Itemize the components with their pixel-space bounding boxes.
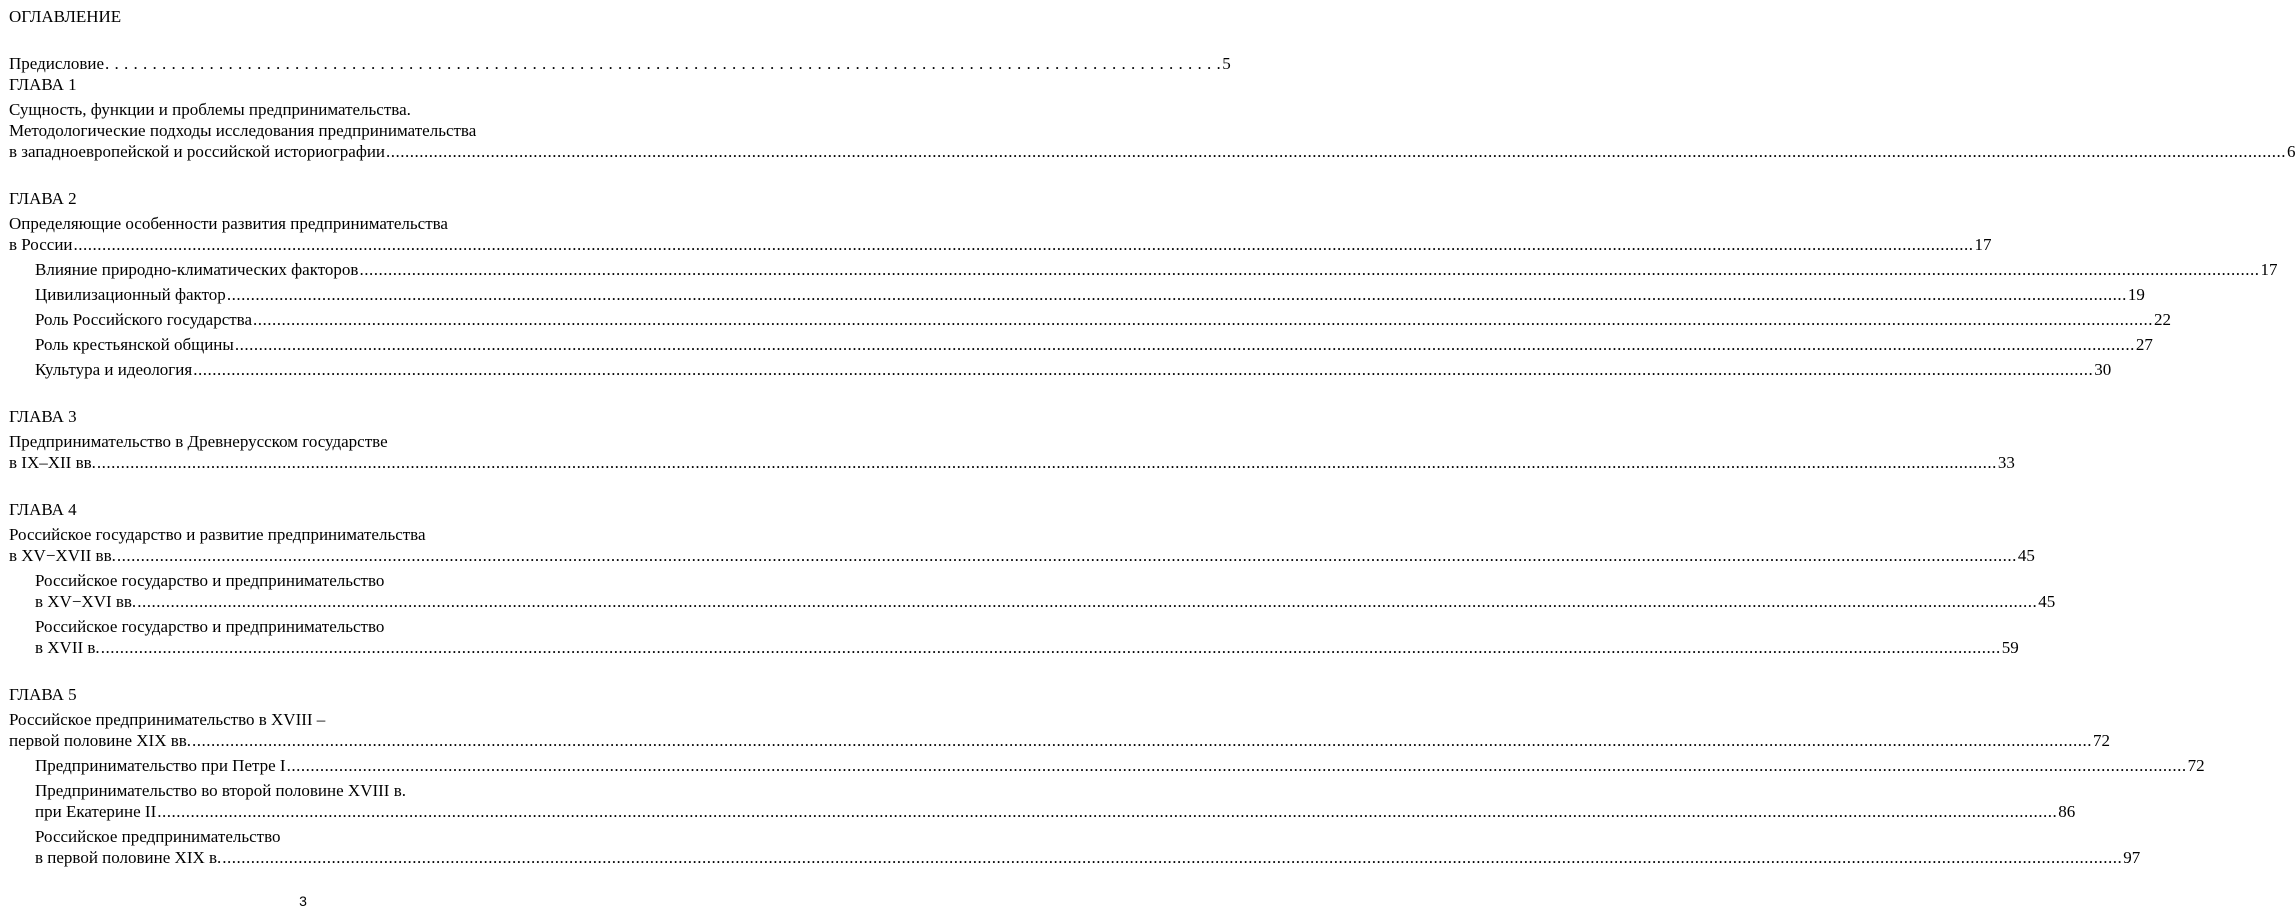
entry-page: 17 xyxy=(2260,260,2278,279)
leader-dots: ................................................................................................................................................................................................................................................................................................................................................................................................................ xyxy=(96,453,1997,472)
entry-text: в XV−XVI вв. xyxy=(35,592,137,611)
toc-entry-final-line xyxy=(9,141,2296,162)
entry-text: Роль крестьянской общины xyxy=(35,335,234,354)
entry-page: 59 xyxy=(2001,638,2019,657)
toc-entry-final-line xyxy=(9,309,2172,330)
toc-entry-final-line xyxy=(9,730,2111,751)
entry-line: Предпринимательство во второй половине XVIII в. xyxy=(35,781,406,800)
entry-text: в западноевропейской и российской историографии xyxy=(9,142,386,161)
chapter-block xyxy=(9,499,2056,658)
leader-dots: ................................................................................................................................................................................................................................................................................................................................................................................................................ xyxy=(226,285,2127,304)
chapter-label: ГЛАВА 4 xyxy=(9,500,77,519)
entry-page: 97 xyxy=(2123,848,2141,867)
entry-text: первой половине XIX вв. xyxy=(9,731,192,750)
leader-dots: ................................................................................................................................................................................................................................................................................................................................................................................................................ xyxy=(116,546,2017,565)
entry-text: Роль Российского государства xyxy=(35,310,253,329)
toc-entry-final-line xyxy=(9,637,2019,658)
entry-text: в XVII в. xyxy=(35,638,100,657)
toc-entry-final-line xyxy=(9,755,2205,776)
entry-page: 45 xyxy=(2017,546,2035,565)
leader-dots: ................................................................................................................................................................................................................................................................................................................................................................................................................ xyxy=(286,756,2187,775)
toc-page xyxy=(9,6,2296,872)
leader-dots: ................................................................................................................................................................................................................................................................................................................................................................................................................ xyxy=(137,592,2038,611)
toc-entry-final-line xyxy=(9,801,2076,822)
chapter-block xyxy=(9,188,2278,380)
entry-page: 33 xyxy=(1997,453,2015,472)
entry-line: Российское государство и предпринимательство xyxy=(35,617,385,636)
leader-dots: . . . . . . . . . . . . . . . . . . . . . . . . . . . . . . . . . . . . . . . . . . . . . . . . . . . . . . . . . . . . . . . . . . . . . . . . . . . . . . . . . . . . . . . . . . . . . . . . . . . . . . . . . . . . . . . . . . . . . . xyxy=(105,54,1222,73)
toc-entry-final-line xyxy=(9,847,2141,868)
toc-entry-final-line xyxy=(9,545,2035,566)
entry-page: 86 xyxy=(2058,802,2076,821)
leader-dots: ................................................................................................................................................................................................................................................................................................................................................................................................................ xyxy=(359,260,2260,279)
entry-line: Российское государство и развитие предпринимательства xyxy=(9,525,426,544)
entry-text: в России xyxy=(9,235,73,254)
entry-line: Российское государство и предпринимательство xyxy=(35,571,385,590)
entry-text: Предпринимательство при Петре I xyxy=(35,756,286,775)
entry-page: 45 xyxy=(2038,592,2056,611)
leader-dots: ................................................................................................................................................................................................................................................................................................................................................................................................................ xyxy=(253,310,2154,329)
entry-line: Методологические подходы исследования предпринимательства xyxy=(9,121,477,140)
entry-page: 27 xyxy=(2135,335,2153,354)
entry-text: Цивилизационный фактор xyxy=(35,285,226,304)
entry-line: Предпринимательство в Древнерусском государстве xyxy=(9,432,388,451)
entry-text: в XV−XVII вв. xyxy=(9,546,116,565)
entry-page: 22 xyxy=(2154,310,2172,329)
entry-line: Российское предпринимательство в XVIII – xyxy=(9,710,326,729)
leader-dots: ................................................................................................................................................................................................................................................................................................................................................................................................................ xyxy=(193,360,2094,379)
entry-text: Культура и идеология xyxy=(35,360,193,379)
chapter-label: ГЛАВА 2 xyxy=(9,189,77,208)
entry-page: 17 xyxy=(1974,235,1992,254)
entry-line: Сущность, функции и проблемы предпринимательства. xyxy=(9,100,411,119)
toc-heading: ОГЛАВЛЕНИЕ xyxy=(9,7,122,26)
leader-dots: ................................................................................................................................................................................................................................................................................................................................................................................................................ xyxy=(157,802,2058,821)
entry-text: Влияние природно-климатических факторов xyxy=(35,260,359,279)
leader-dots: ................................................................................................................................................................................................................................................................................................................................................................................................................ xyxy=(234,335,2135,354)
chapter-block xyxy=(9,74,2296,162)
entry-text: в IX–XII вв. xyxy=(9,453,96,472)
toc-entry-final-line xyxy=(9,234,1992,255)
toc-entry-final-line xyxy=(9,259,2278,280)
page-number: 3 xyxy=(299,893,307,909)
entry-page: 5 xyxy=(1222,54,1231,73)
leader-dots: ................................................................................................................................................................................................................................................................................................................................................................................................................ xyxy=(73,235,1974,254)
toc-entry-final-line xyxy=(9,334,2153,355)
entry-line: Определяющие особенности развития предпринимательства xyxy=(9,214,448,233)
toc-entry-final-line xyxy=(9,284,2145,305)
entry-line: Российское предпринимательство xyxy=(35,827,281,846)
entry-page: 30 xyxy=(2094,360,2112,379)
leader-dots: ................................................................................................................................................................................................................................................................................................................................................................................................................ xyxy=(100,638,2001,657)
toc-entry-preface xyxy=(9,53,1231,74)
toc-entry-final-line xyxy=(9,359,2112,380)
entry-text: Предисловие xyxy=(9,54,105,73)
leader-dots: ................................................................................................................................................................................................................................................................................................................................................................................................................ xyxy=(222,848,2123,867)
entry-text: в первой половине XIX в. xyxy=(35,848,222,867)
entry-page: 6 xyxy=(2287,142,2296,161)
leader-dots: ................................................................................................................................................................................................................................................................................................................................................................................................................ xyxy=(386,142,2287,161)
entry-text: при Екатерине II xyxy=(35,802,157,821)
entry-page: 72 xyxy=(2093,731,2111,750)
chapter-label: ГЛАВА 1 xyxy=(9,75,77,94)
chapter-block xyxy=(9,406,2015,473)
entry-page: 72 xyxy=(2187,756,2205,775)
toc-entry-final-line xyxy=(9,452,2015,473)
entry-page: 19 xyxy=(2127,285,2145,304)
chapter-label: ГЛАВА 5 xyxy=(9,685,77,704)
leader-dots: ................................................................................................................................................................................................................................................................................................................................................................................................................ xyxy=(192,731,2093,750)
chapter-list xyxy=(9,74,2296,868)
chapter-block xyxy=(9,684,2205,868)
toc-entry-final-line xyxy=(9,591,2056,612)
chapter-label: ГЛАВА 3 xyxy=(9,407,77,426)
